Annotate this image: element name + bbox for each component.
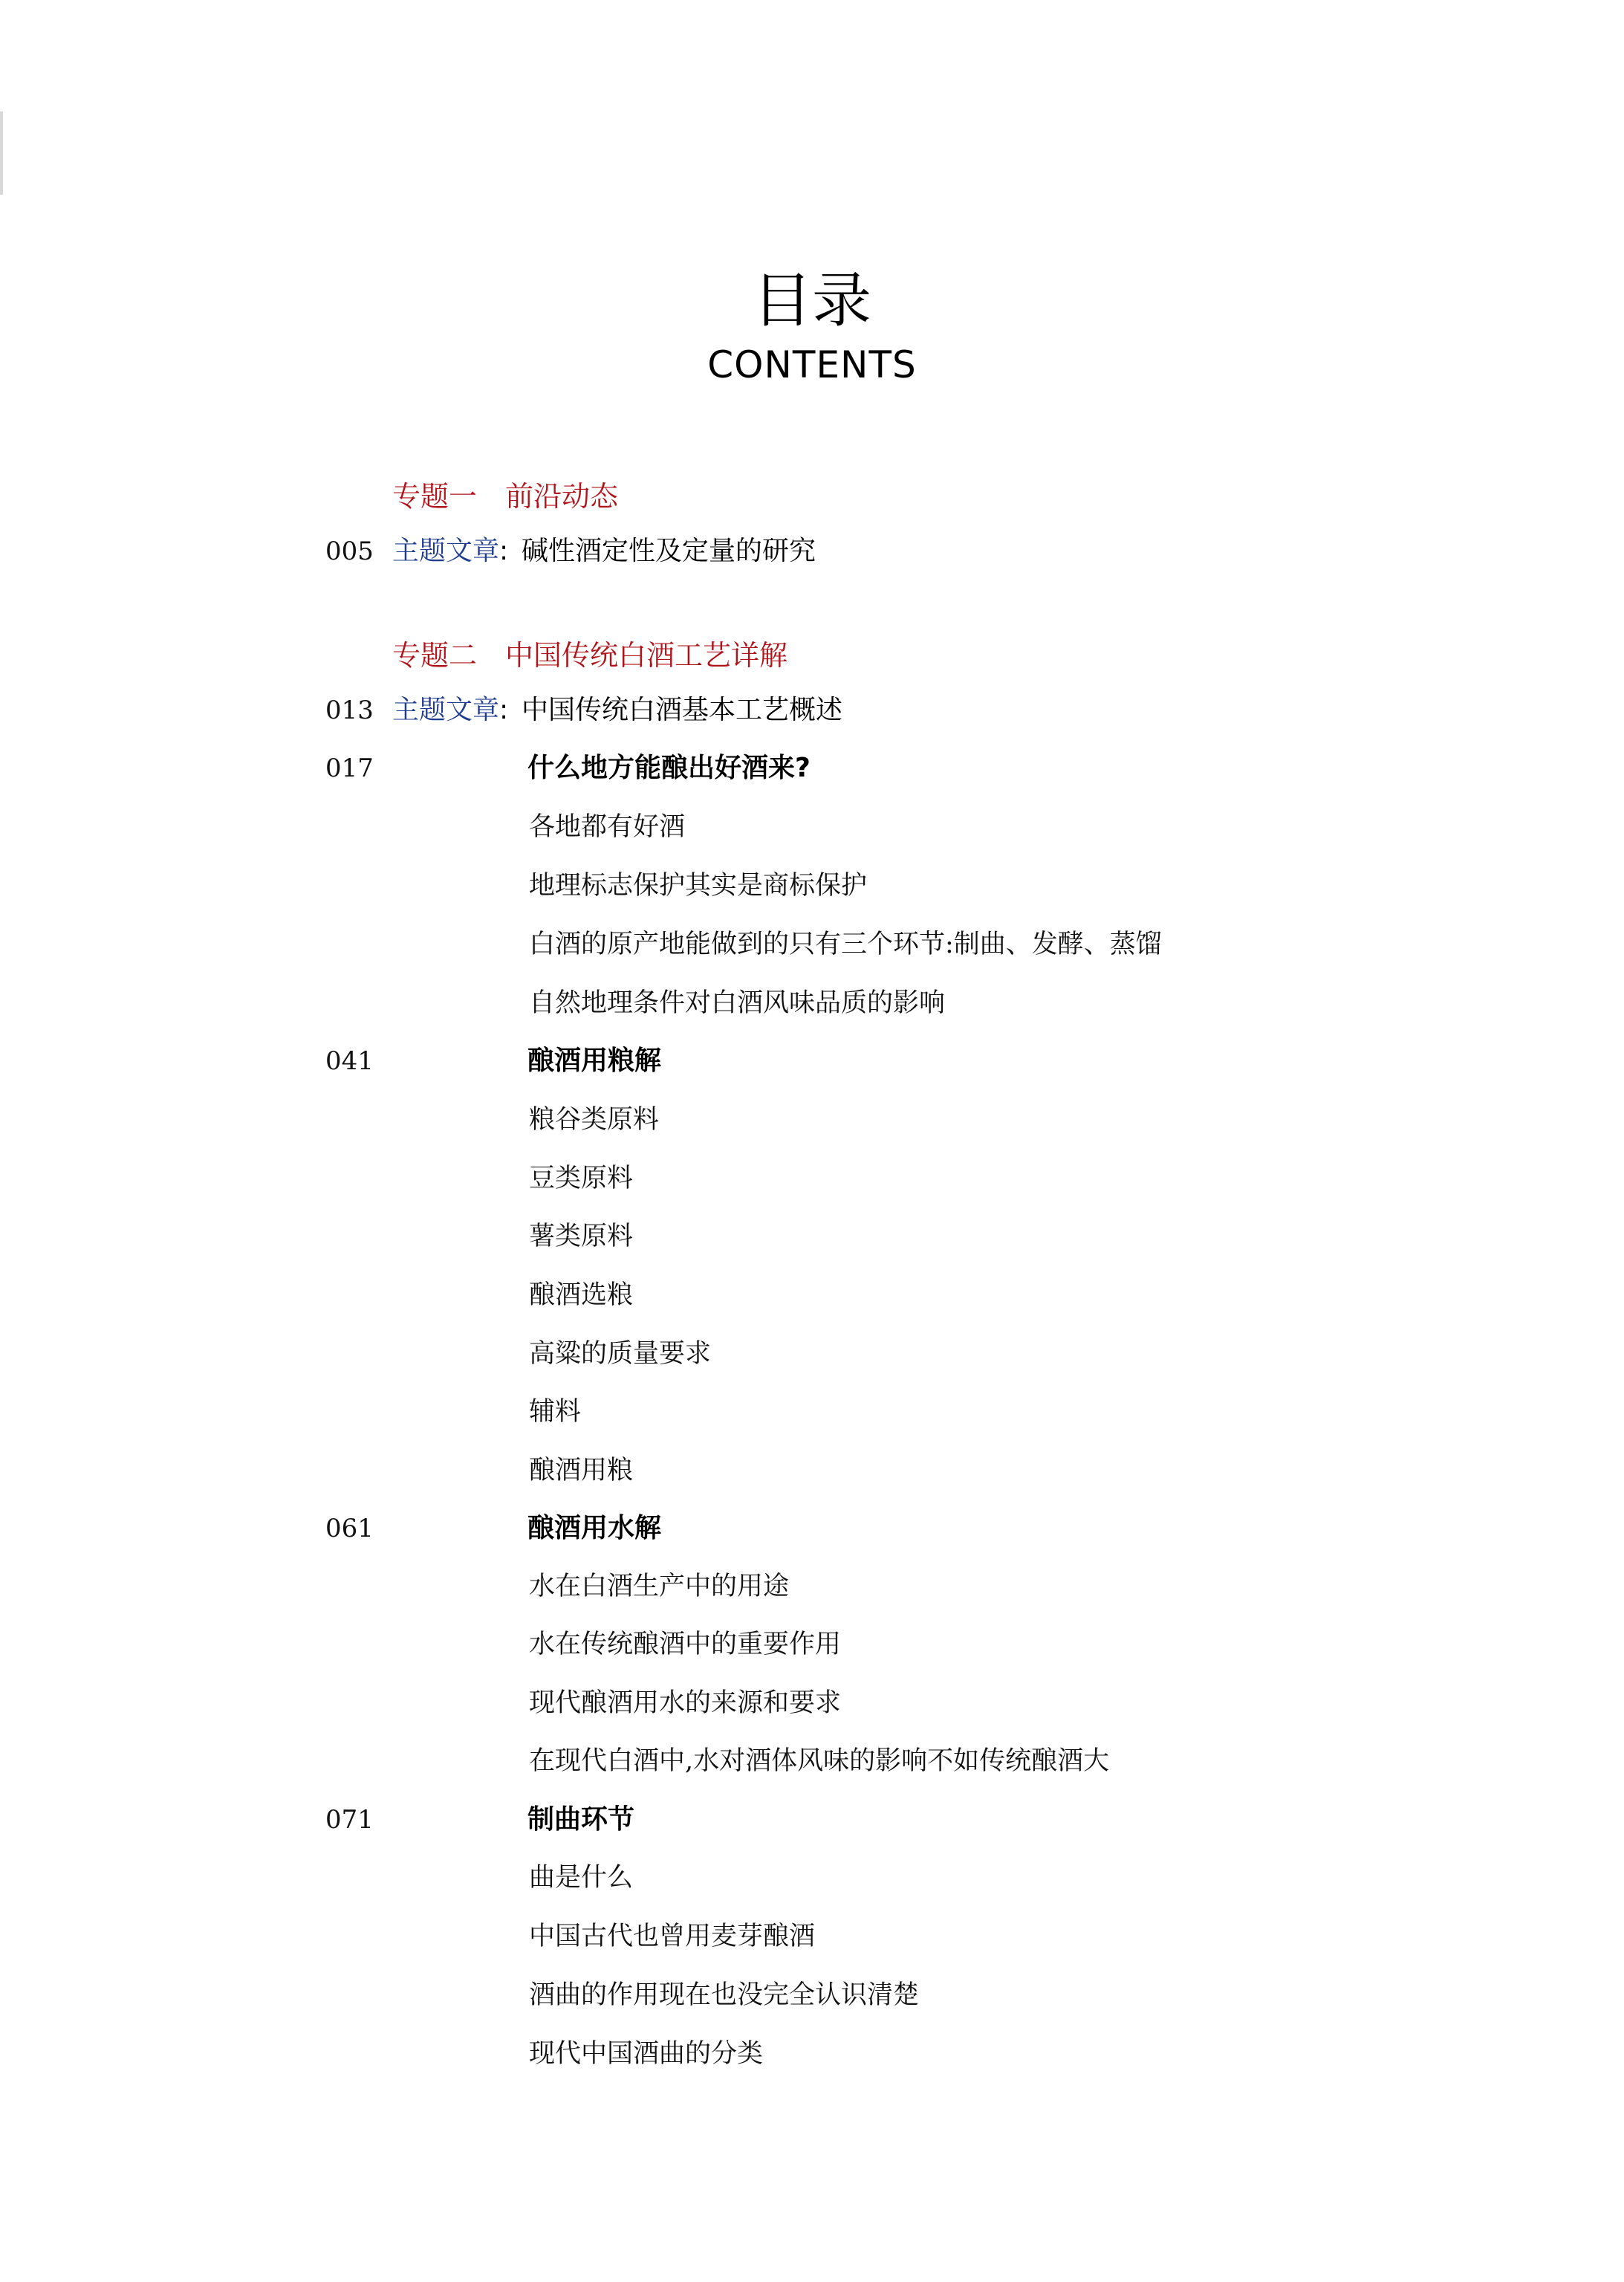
toc-item-row xyxy=(0,1098,1624,1142)
subsection-title[interactable]: 白酒的原产地能做到的只有三个环节:制曲、发酵、蒸馏 xyxy=(529,930,1162,959)
toc-item-row xyxy=(0,2032,1624,2076)
toc-item-row xyxy=(0,1448,1624,1493)
toc-chapter-row xyxy=(0,746,1624,791)
section-title: 专题二 中国传统白酒工艺详解 xyxy=(392,639,788,672)
subsection-title[interactable]: 水在白酒生产中的用途 xyxy=(529,1572,790,1601)
subsection-title[interactable]: 酿酒选粮 xyxy=(529,1280,634,1310)
toc-item-row xyxy=(0,1273,1624,1317)
subsection-title[interactable]: 自然地理条件对白酒风味品质的影响 xyxy=(529,988,946,1018)
toc-section-row xyxy=(0,633,1624,678)
theme-label-text: 主题文章 xyxy=(392,536,500,566)
subsection-title[interactable]: 薯类原料 xyxy=(529,1222,634,1251)
page-number: 061 xyxy=(325,1514,374,1543)
toc-item-row xyxy=(0,981,1624,1025)
subsection-title[interactable]: 粮谷类原料 xyxy=(529,1105,660,1135)
toc-chapter-row xyxy=(0,1039,1624,1083)
chapter-title[interactable]: 制曲环节 xyxy=(527,1804,635,1835)
subsection-title[interactable]: 曲是什么 xyxy=(529,1863,634,1893)
subsection-title[interactable]: 水在传统酿酒中的重要作用 xyxy=(529,1630,842,1659)
subsection-title[interactable]: 酿酒用粮 xyxy=(529,1456,634,1485)
toc-section-row xyxy=(0,474,1624,519)
subsection-title[interactable]: 高粱的质量要求 xyxy=(529,1339,712,1369)
theme-label-separator: : xyxy=(499,695,509,725)
page-number: 041 xyxy=(325,1046,374,1076)
subsection-title[interactable]: 中国古代也曾用麦芽酿酒 xyxy=(529,1922,816,1951)
toc-theme-row xyxy=(0,688,1624,733)
page-number: 013 xyxy=(325,696,374,725)
toc-item-row xyxy=(0,1681,1624,1725)
toc-item-row xyxy=(0,1214,1624,1259)
toc-chapter-row xyxy=(0,1506,1624,1551)
toc-item-row xyxy=(0,1855,1624,1900)
subsection-title[interactable]: 酒曲的作用现在也没完全认识清楚 xyxy=(529,1980,920,2010)
subsection-title[interactable]: 辅料 xyxy=(529,1397,582,1427)
toc-chapter-row xyxy=(0,1798,1624,1842)
theme-article-title[interactable]: 碱性酒定性及定量的研究 xyxy=(522,536,816,566)
section-title: 专题一 前沿动态 xyxy=(392,480,619,513)
page-number: 017 xyxy=(325,753,374,783)
subsection-title[interactable]: 现代中国酒曲的分类 xyxy=(529,2039,764,2069)
theme-article-label xyxy=(392,529,508,574)
toc-item-row xyxy=(0,1390,1624,1434)
subsection-title[interactable]: 在现代白酒中,水对酒体风味的影响不如传统酿酒大 xyxy=(529,1746,1110,1776)
subsection-title[interactable]: 地理标志保护其实是商标保护 xyxy=(529,871,868,901)
chapter-title[interactable]: 什么地方能酿出好酒来? xyxy=(527,753,811,783)
subsection-title[interactable]: 豆类原料 xyxy=(529,1164,634,1193)
theme-label-separator: : xyxy=(499,536,509,566)
page-title: 目录 xyxy=(753,266,871,335)
toc-item-row xyxy=(0,1564,1624,1609)
toc-item-row xyxy=(0,1156,1624,1201)
subsection-title[interactable]: 各地都有好酒 xyxy=(529,812,686,842)
page-number: 071 xyxy=(325,1805,374,1835)
chapter-title[interactable]: 酿酒用粮解 xyxy=(527,1046,662,1076)
toc-item-row xyxy=(0,922,1624,967)
toc-item-row xyxy=(0,1973,1624,2017)
theme-article-title[interactable]: 中国传统白酒基本工艺概述 xyxy=(522,695,843,725)
theme-article-label xyxy=(392,688,508,733)
theme-label-text: 主题文章 xyxy=(392,695,500,725)
page-subtitle: CONTENTS xyxy=(707,343,917,386)
toc-item-row xyxy=(0,863,1624,908)
toc-item-row xyxy=(0,805,1624,849)
toc-item-row xyxy=(0,1914,1624,1959)
subsection-title[interactable]: 现代酿酒用水的来源和要求 xyxy=(529,1688,842,1718)
toc-item-row xyxy=(0,1739,1624,1783)
toc-theme-row xyxy=(0,529,1624,574)
toc-item-row xyxy=(0,1332,1624,1376)
page-number: 005 xyxy=(325,537,374,566)
chapter-title[interactable]: 酿酒用水解 xyxy=(527,1513,662,1543)
toc-item-row xyxy=(0,1622,1624,1667)
